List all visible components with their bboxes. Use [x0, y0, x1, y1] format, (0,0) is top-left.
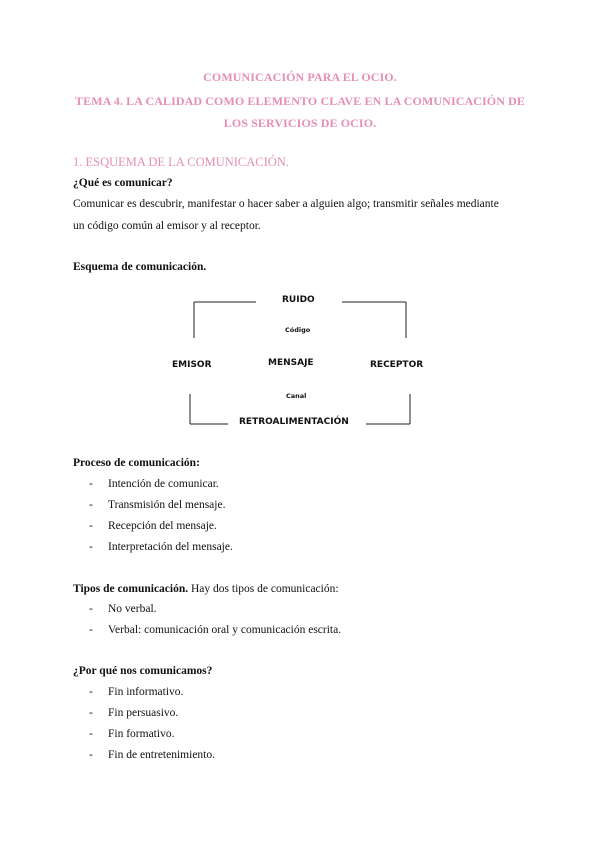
- list-item: - Fin informativo.: [89, 686, 184, 698]
- list-item: - Transmisión del mensaje.: [89, 499, 226, 511]
- types-heading: Tipos de comunicación.: [73, 583, 189, 595]
- diagram-mensaje: MENSAJE: [268, 358, 314, 368]
- list-item: - Intención de comunicar.: [89, 478, 219, 490]
- diagram-ruido: RUIDO: [282, 295, 315, 305]
- schema-heading: Esquema de comunicación.: [73, 261, 207, 273]
- section-heading: 1. ESQUEMA DE LA COMUNICACIÓN.: [73, 155, 289, 169]
- diagram-retroalimentacion: RETROALIMENTACIÓN: [239, 417, 349, 427]
- process-heading: Proceso de comunicación:: [73, 457, 200, 469]
- topic-title-line-2: LOS SERVICIOS DE OCIO.: [223, 116, 377, 130]
- list-item: - No verbal.: [89, 603, 157, 615]
- course-title: COMUNICACIÓN PARA EL OCIO.: [203, 70, 397, 84]
- diagram-receptor: RECEPTOR: [370, 360, 424, 370]
- list-item: - Fin persuasivo.: [89, 707, 179, 719]
- list-item: - Recepción del mensaje.: [89, 520, 217, 532]
- diagram-canal: Canal: [286, 392, 307, 400]
- list-item: - Interpretación del mensaje.: [89, 541, 233, 553]
- question-heading: ¿Qué es comunicar?: [73, 177, 173, 189]
- list-item: - Fin formativo.: [89, 728, 175, 740]
- diagram-emisor: EMISOR: [172, 360, 212, 370]
- why-heading: ¿Por qué nos comunicamos?: [73, 665, 213, 677]
- types-intro: Hay dos tipos de comunicación:: [188, 583, 339, 595]
- diagram-codigo: Código: [285, 326, 311, 334]
- communication-diagram: [160, 292, 440, 432]
- definition-line-1: Comunicar es descubrir, manifestar o hacer saber a alguien algo; transmitir señales mediante: [73, 198, 499, 210]
- topic-title-line-1: TEMA 4. LA CALIDAD COMO ELEMENTO CLAVE EN LA COMUNICACIÓN DE: [75, 94, 525, 108]
- types-paragraph: [73, 583, 339, 595]
- list-item: - Verbal: comunicación oral y comunicación escrita.: [89, 624, 342, 636]
- definition-line-2: un código común al emisor y al receptor.: [73, 220, 261, 232]
- list-item: - Fin de entretenimiento.: [89, 749, 215, 761]
